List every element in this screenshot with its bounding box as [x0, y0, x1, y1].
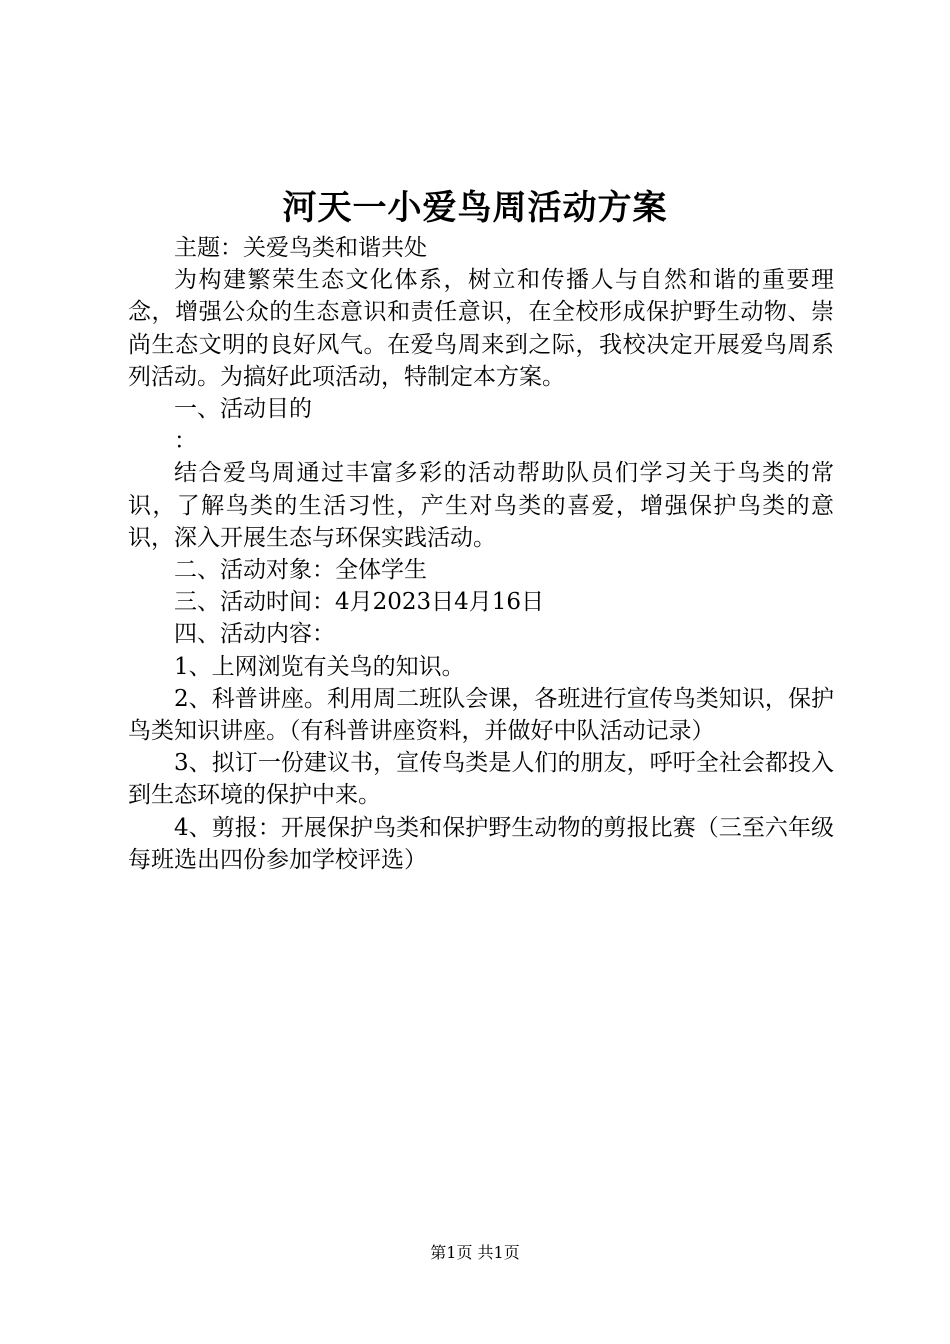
document-title: 河天一小爱鸟周活动方案: [282, 188, 668, 228]
list-item-4: 4、剪报：开展保护鸟类和保护野生动物的剪报比赛（三至六年级每班选出四份参加学校评选）: [128, 814, 834, 873]
paragraph-colon: ：: [174, 428, 197, 455]
paragraph-intro: 为构建繁荣生态文化体系，树立和传播人与自然和谐的重要理念，增强公众的生态意识和责任意识，在全校形成保护野生动物、崇尚生态文明的良好风气。在爱鸟周来到之际，我校决定开展爱鸟周系列活动。为搞好此项活动，特制定本方案。: [128, 267, 834, 390]
document-body: [128, 232, 834, 876]
list-item-3: 3、拟订一份建议书，宣传鸟类是人们的朋友，呼吁全社会都投入到生态环境的保护中来。: [128, 750, 834, 809]
paragraph-theme: 主题：关爱鸟类和谐共处: [174, 235, 427, 261]
list-item-1: 1、上网浏览有关鸟的知识。: [174, 653, 465, 680]
page-footer: 第1页 共1页: [430, 1243, 520, 1262]
paragraph-purpose: 结合爱鸟周通过丰富多彩的活动帮助队员们学习关于鸟类的常识，了解鸟类的生活习性，产生对鸟类的喜爱，增强保护鸟类的意识，深入开展生态与环保实践活动。: [128, 460, 834, 551]
list-item-2: 2、科普讲座。利用周二班队会课，各班进行宣传鸟类知识，保护鸟类知识讲座。（有科普讲座资料，并做好中队活动记录）: [128, 685, 834, 745]
heading-purpose: 一、活动目的: [174, 396, 312, 423]
heading-content: 四、活动内容：: [174, 621, 335, 648]
heading-time: 三、活动时间：4月2023日4月16日: [174, 589, 545, 616]
heading-target: 二、活动对象：全体学生: [174, 557, 427, 584]
